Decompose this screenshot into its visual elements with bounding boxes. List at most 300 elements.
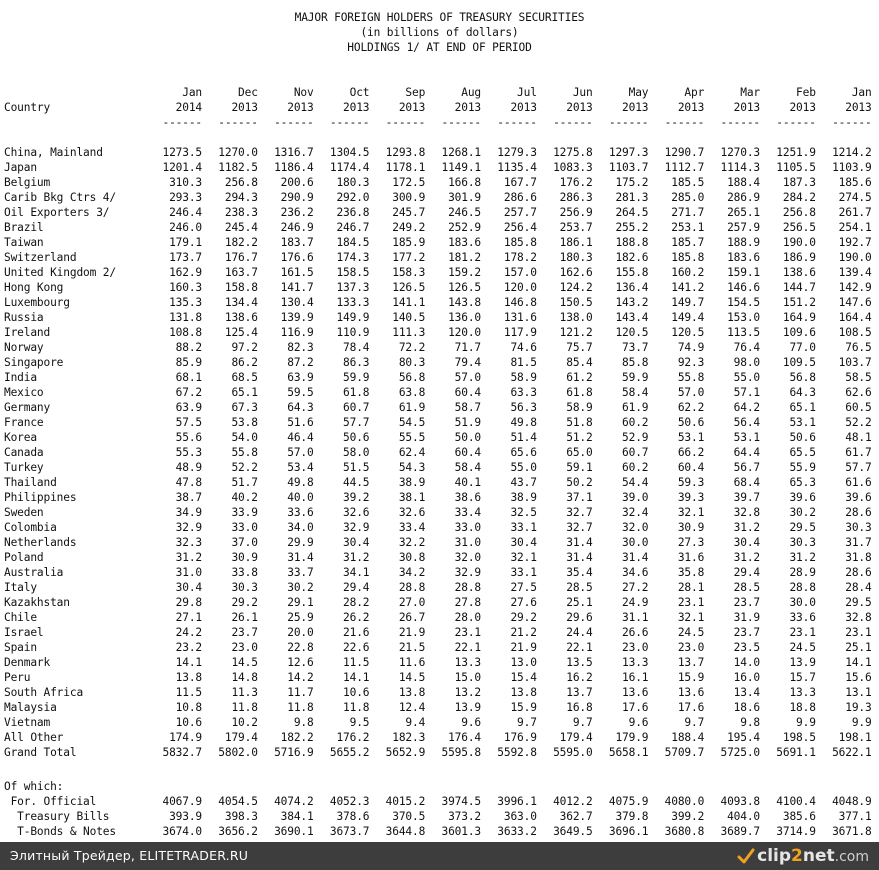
of-which-label: Of which: <box>4 780 64 793</box>
holding-value: 179.4 <box>559 731 593 744</box>
holding-value: 40.1 <box>454 476 481 489</box>
table-row <box>0 400 879 415</box>
holding-value: 236.2 <box>280 206 314 219</box>
holding-value: 25.9 <box>287 611 314 624</box>
holding-value: 55.0 <box>510 461 537 474</box>
of-which-value: 3601.3 <box>441 825 481 838</box>
holding-value: 176.9 <box>503 731 537 744</box>
holding-value: 51.4 <box>510 431 537 444</box>
holding-value: 13.3 <box>454 656 481 669</box>
holding-value: 146.6 <box>727 281 760 294</box>
holding-value: 35.4 <box>566 566 593 579</box>
table-row <box>0 160 879 175</box>
holding-value: 61.9 <box>622 401 649 414</box>
holding-value: 28.9 <box>789 566 816 579</box>
holding-value: 265.1 <box>727 206 760 219</box>
holding-value: 136.0 <box>448 311 481 324</box>
holding-value: 29.1 <box>287 596 314 609</box>
holding-value: 1275.8 <box>553 146 593 159</box>
holding-value: 59.3 <box>677 476 705 489</box>
holding-value: 67.3 <box>231 401 258 414</box>
holding-value: 13.6 <box>622 686 649 699</box>
table-row <box>0 610 879 625</box>
holding-value: 66.2 <box>677 446 705 459</box>
holding-value: 1268.1 <box>441 146 481 159</box>
holding-value: 55.9 <box>789 461 816 474</box>
holding-value: 131.8 <box>169 311 202 324</box>
table-row <box>0 205 879 220</box>
holding-value: 32.7 <box>566 521 593 534</box>
holding-value: 54.5 <box>398 416 426 429</box>
holding-value: 12.6 <box>287 656 314 669</box>
holding-value: 192.7 <box>838 236 872 249</box>
holding-value: 14.8 <box>231 671 258 684</box>
holding-value: 158.5 <box>336 266 370 279</box>
holding-value: 27.8 <box>454 596 481 609</box>
country-name: China, Mainland <box>4 146 103 159</box>
holding-value: 183.6 <box>727 251 760 264</box>
holding-value: 85.8 <box>622 356 649 369</box>
holding-value: 58.9 <box>510 371 537 384</box>
holding-value: 60.4 <box>454 386 481 399</box>
holding-value: 54.3 <box>398 461 426 474</box>
holding-value: 80.3 <box>398 356 426 369</box>
country-name: Denmark <box>4 656 51 669</box>
holding-value: 34.6 <box>622 566 649 579</box>
country-name: Japan <box>4 161 37 174</box>
table-row <box>0 190 879 205</box>
table-row <box>0 685 879 700</box>
holding-value: 144.7 <box>782 281 816 294</box>
holding-value: 1297.3 <box>608 146 649 159</box>
holding-value: 31.0 <box>454 536 481 549</box>
holding-value: 116.9 <box>280 326 314 339</box>
holding-value: 301.9 <box>448 191 481 204</box>
column-month-header: Feb <box>796 86 816 99</box>
holding-value: 136.4 <box>615 281 649 294</box>
of-which-category: For. Official <box>4 795 97 808</box>
holding-value: 183.7 <box>280 236 314 249</box>
holding-value: 29.2 <box>510 611 537 624</box>
holding-value: 14.0 <box>733 656 760 669</box>
of-which-value: 4012.2 <box>553 795 593 808</box>
column-year-header: 2013 <box>510 101 537 114</box>
holding-value: 61.6 <box>845 476 872 489</box>
holding-value: 24.5 <box>677 626 705 639</box>
logo-text-two: 2 <box>791 846 803 866</box>
country-name: Korea <box>4 431 37 444</box>
holding-value: 1304.5 <box>329 146 370 159</box>
holding-value: 256.8 <box>224 176 258 189</box>
column-underline: ------ <box>441 116 481 129</box>
holding-value: 1182.5 <box>218 161 258 174</box>
holding-value: 52.2 <box>231 461 258 474</box>
of-which-category: Treasury Bills <box>4 810 110 823</box>
holding-value: 57.0 <box>287 446 314 459</box>
holding-value: 32.1 <box>677 506 705 519</box>
of-which-value: 3680.8 <box>664 825 705 838</box>
table-row <box>0 340 879 355</box>
holding-value: 23.0 <box>622 641 649 654</box>
holding-value: 133.3 <box>336 296 370 309</box>
holding-value: 13.5 <box>566 656 593 669</box>
holding-value: 1279.3 <box>497 146 537 159</box>
holding-value: 26.7 <box>398 611 426 624</box>
holding-value: 32.3 <box>175 536 202 549</box>
holding-value: 31.2 <box>789 551 816 564</box>
holding-value: 13.9 <box>789 656 816 669</box>
holding-value: 57.5 <box>175 416 202 429</box>
holding-value: 28.5 <box>566 581 593 594</box>
holding-value: 11.8 <box>231 701 258 714</box>
holding-value: 185.8 <box>671 251 705 264</box>
holding-value: 24.5 <box>789 641 816 654</box>
holding-value: 85.9 <box>175 356 202 369</box>
holding-value: 23.7 <box>733 596 760 609</box>
holding-value: 245.7 <box>392 206 426 219</box>
table-row <box>0 355 879 370</box>
table-row <box>0 715 879 730</box>
column-year-header: 2013 <box>454 101 481 114</box>
table-row <box>0 295 879 310</box>
holding-value: 153.0 <box>727 311 760 324</box>
holding-value: 179.9 <box>615 731 649 744</box>
holding-value: 256.4 <box>503 221 537 234</box>
holding-value: 1105.5 <box>776 161 816 174</box>
holding-value: 30.3 <box>789 536 816 549</box>
holding-value: 57.0 <box>454 371 481 384</box>
holding-value: 13.2 <box>454 686 481 699</box>
holding-value: 1214.2 <box>832 146 872 159</box>
holding-value: 63.3 <box>510 386 537 399</box>
of-which-value: 4054.5 <box>218 795 258 808</box>
holding-value: 48.1 <box>845 431 872 444</box>
holding-value: 56.8 <box>789 371 816 384</box>
country-name: Philippines <box>4 491 77 504</box>
holding-value: 57.1 <box>733 386 760 399</box>
holding-value: 28.2 <box>343 596 370 609</box>
holding-value: 23.1 <box>454 626 481 639</box>
holding-value: 1201.4 <box>162 161 202 174</box>
holding-value: 55.6 <box>175 431 202 444</box>
holding-value: 21.9 <box>398 626 426 639</box>
column-underline: ------ <box>218 116 258 129</box>
holding-value: 9.7 <box>517 716 537 729</box>
holding-value: 176.6 <box>280 251 314 264</box>
holding-value: 264.5 <box>615 206 649 219</box>
of-which-value: 4100.4 <box>776 795 816 808</box>
holding-value: 9.8 <box>293 716 314 729</box>
holding-value: 81.5 <box>510 356 537 369</box>
holding-value: 190.0 <box>838 251 872 264</box>
holding-value: 22.8 <box>287 641 314 654</box>
holding-value: 185.6 <box>838 176 872 189</box>
country-name: Brazil <box>4 221 44 234</box>
of-which-value: 3649.5 <box>553 825 593 838</box>
table-row <box>0 175 879 190</box>
holding-value: 138.6 <box>224 311 258 324</box>
holding-value: 174.3 <box>336 251 370 264</box>
holding-value: 179.4 <box>224 731 258 744</box>
holding-value: 141.2 <box>671 281 705 294</box>
holding-value: 51.6 <box>287 416 314 429</box>
country-name: South Africa <box>4 686 84 699</box>
holding-value: 1270.3 <box>720 146 760 159</box>
holding-value: 31.9 <box>733 611 760 624</box>
holding-value: 9.7 <box>572 716 593 729</box>
holding-value: 30.3 <box>845 521 872 534</box>
of-which-value: 4093.8 <box>720 795 760 808</box>
country-name: Poland <box>4 551 44 564</box>
of-which-value: 373.2 <box>448 810 481 823</box>
holding-value: 182.3 <box>392 731 426 744</box>
of-which-value: 3689.7 <box>720 825 760 838</box>
holding-value: 11.8 <box>343 701 370 714</box>
holding-value: 30.4 <box>175 581 202 594</box>
column-month-header: May <box>628 86 649 99</box>
of-which-value: 3714.9 <box>776 825 816 838</box>
holding-value: 49.8 <box>510 416 537 429</box>
of-which-value: 4080.0 <box>664 795 705 808</box>
column-year-header: 2013 <box>789 101 816 114</box>
holding-value: 14.5 <box>398 671 426 684</box>
holding-value: 28.8 <box>789 581 816 594</box>
table-row <box>0 145 879 160</box>
country-name: Turkey <box>4 461 44 474</box>
table-row <box>0 460 879 475</box>
country-name: Chile <box>4 611 37 624</box>
holding-value: 59.9 <box>343 371 370 384</box>
holding-value: 10.2 <box>231 716 258 729</box>
table-row <box>0 280 879 295</box>
holding-value: 9.8 <box>740 716 760 729</box>
holding-value: 15.0 <box>454 671 481 684</box>
holding-value: 39.3 <box>677 491 705 504</box>
holding-value: 34.2 <box>398 566 426 579</box>
holding-value: 59.9 <box>622 371 649 384</box>
holding-value: 32.0 <box>622 521 649 534</box>
holding-value: 121.2 <box>559 326 593 339</box>
holding-value: 5709.7 <box>664 746 705 759</box>
holding-value: 30.4 <box>733 536 760 549</box>
column-year-header: 2013 <box>622 101 649 114</box>
country-name: Norway <box>4 341 44 354</box>
holding-value: 188.8 <box>615 236 649 249</box>
holding-value: 28.6 <box>845 506 872 519</box>
holding-value: 1186.4 <box>274 161 314 174</box>
of-which-category: T-Bonds & Notes <box>4 825 116 838</box>
holding-value: 187.3 <box>782 176 816 189</box>
holding-value: 5592.8 <box>497 746 537 759</box>
holding-value: 1114.3 <box>720 161 760 174</box>
holding-value: 160.3 <box>169 281 202 294</box>
column-year-header: 2013 <box>287 101 314 114</box>
holding-value: 137.3 <box>336 281 370 294</box>
holding-value: 21.5 <box>398 641 426 654</box>
holding-value: 126.5 <box>392 281 426 294</box>
column-year-header: 2013 <box>845 101 872 114</box>
holding-value: 172.5 <box>392 176 426 189</box>
holding-value: 13.3 <box>789 686 816 699</box>
holding-value: 32.1 <box>677 611 705 624</box>
holding-value: 135.3 <box>169 296 202 309</box>
of-which-value: 4052.3 <box>329 795 370 808</box>
table-row <box>0 310 879 325</box>
holding-value: 88.2 <box>175 341 202 354</box>
holding-value: 185.7 <box>671 236 705 249</box>
holding-value: 59.1 <box>566 461 593 474</box>
holding-value: 13.8 <box>175 671 202 684</box>
holding-value: 167.7 <box>503 176 537 189</box>
holding-value: 38.1 <box>398 491 426 504</box>
holding-value: 236.8 <box>336 206 370 219</box>
holding-value: 195.4 <box>727 731 760 744</box>
holding-value: 40.2 <box>231 491 258 504</box>
holding-value: 33.4 <box>398 521 426 534</box>
holding-value: 9.6 <box>461 716 481 729</box>
holding-value: 58.7 <box>454 401 481 414</box>
holding-value: 65.3 <box>789 476 816 489</box>
holding-value: 29.5 <box>845 596 872 609</box>
holding-value: 9.5 <box>349 716 370 729</box>
column-year-header: 2013 <box>231 101 258 114</box>
holding-value: 245.4 <box>224 221 258 234</box>
holding-value: 33.4 <box>454 506 481 519</box>
holding-value: 52.9 <box>622 431 649 444</box>
holding-value: 23.1 <box>845 626 872 639</box>
holding-value: 40.0 <box>287 491 314 504</box>
column-year-header: 2013 <box>566 101 593 114</box>
of-which-value: 393.9 <box>169 810 202 823</box>
holding-value: 73.7 <box>622 341 649 354</box>
country-name: Italy <box>4 581 37 594</box>
of-which-value: 3671.8 <box>832 825 872 838</box>
holding-value: 1103.7 <box>608 161 649 174</box>
holding-value: 15.6 <box>845 671 872 684</box>
holding-value: 57.7 <box>845 461 872 474</box>
country-name: Oil Exporters 3/ <box>4 206 110 219</box>
column-month-header: Apr <box>684 86 705 99</box>
holding-value: 300.9 <box>392 191 426 204</box>
holding-value: 27.6 <box>510 596 537 609</box>
holding-value: 55.8 <box>677 371 705 384</box>
country-name: Carib Bkg Ctrs 4/ <box>4 191 116 204</box>
holding-value: 159.1 <box>727 266 760 279</box>
holding-value: 31.2 <box>343 551 370 564</box>
holding-value: 159.2 <box>448 266 481 279</box>
holding-value: 198.5 <box>782 731 816 744</box>
column-year-header: 2013 <box>733 101 760 114</box>
holding-value: 120.0 <box>503 281 537 294</box>
holding-value: 256.8 <box>782 206 816 219</box>
holding-value: 29.9 <box>287 536 314 549</box>
country-name: All Other <box>4 731 64 744</box>
holding-value: 1293.8 <box>385 146 426 159</box>
holding-value: 185.8 <box>503 236 537 249</box>
column-month-header: Jun <box>572 86 593 99</box>
holding-value: 31.2 <box>175 551 202 564</box>
column-underline: ------ <box>162 116 202 129</box>
holding-value: 30.4 <box>510 536 537 549</box>
holding-value: 186.1 <box>559 236 593 249</box>
country-name: Belgium <box>4 176 51 189</box>
holding-value: 55.3 <box>175 446 202 459</box>
of-which-value: 377.1 <box>838 810 872 823</box>
holding-value: 166.8 <box>448 176 481 189</box>
holding-value: 164.4 <box>838 311 872 324</box>
holding-value: 14.1 <box>343 671 370 684</box>
holding-value: 18.8 <box>789 701 816 714</box>
holding-value: 86.3 <box>343 356 370 369</box>
table-row <box>0 595 879 610</box>
holding-value: 92.3 <box>677 356 705 369</box>
holding-value: 25.1 <box>845 641 872 654</box>
holding-value: 39.7 <box>733 491 760 504</box>
column-underline: ------ <box>385 116 426 129</box>
holding-value: 9.4 <box>405 716 426 729</box>
holding-value: 176.2 <box>336 731 370 744</box>
holding-value: 58.5 <box>845 371 872 384</box>
table-row <box>0 235 879 250</box>
country-name: Thailand <box>4 476 57 489</box>
table-row <box>0 505 879 520</box>
holding-value: 18.6 <box>733 701 760 714</box>
holding-value: 32.8 <box>845 611 872 624</box>
holding-value: 52.2 <box>845 416 872 429</box>
holding-value: 174.9 <box>169 731 202 744</box>
of-which-value: 399.2 <box>671 810 705 823</box>
holding-value: 29.6 <box>566 611 593 624</box>
holding-value: 60.4 <box>677 461 705 474</box>
holding-value: 77.0 <box>789 341 816 354</box>
holding-value: 67.2 <box>175 386 202 399</box>
holding-value: 256.9 <box>559 206 593 219</box>
column-underline: ------ <box>553 116 593 129</box>
column-year-header: 2013 <box>343 101 370 114</box>
column-month-header: Aug <box>461 86 481 99</box>
holding-value: 285.0 <box>671 191 705 204</box>
of-which-row <box>0 794 879 809</box>
holding-value: 64.3 <box>287 401 314 414</box>
holding-value: 76.5 <box>845 341 872 354</box>
holding-value: 79.4 <box>454 356 481 369</box>
holding-value: 51.5 <box>343 461 370 474</box>
of-which-value: 363.0 <box>503 810 537 823</box>
holding-value: 147.6 <box>838 296 872 309</box>
holding-value: 32.9 <box>454 566 481 579</box>
column-month-header: Sep <box>405 86 426 99</box>
holding-value: 74.9 <box>677 341 705 354</box>
holding-value: 1083.3 <box>553 161 593 174</box>
holding-value: 162.6 <box>559 266 593 279</box>
holding-value: 63.9 <box>287 371 314 384</box>
holding-value: 5691.1 <box>776 746 816 759</box>
holding-value: 23.7 <box>231 626 258 639</box>
holding-value: 32.2 <box>398 536 426 549</box>
column-month-header: Jan <box>851 86 872 99</box>
holding-value: 15.9 <box>677 671 705 684</box>
holding-value: 51.2 <box>566 431 593 444</box>
holding-value: 139.9 <box>280 311 314 324</box>
of-which-row <box>0 824 879 839</box>
report-title: MAJOR FOREIGN HOLDERS OF TREASURY SECURITIES <box>294 11 585 24</box>
holding-value: 33.1 <box>510 566 537 579</box>
holding-value: 60.5 <box>845 401 872 414</box>
holding-value: 182.2 <box>224 236 258 249</box>
holding-value: 33.8 <box>231 566 258 579</box>
holding-value: 53.8 <box>231 416 258 429</box>
holding-value: 31.4 <box>287 551 314 564</box>
